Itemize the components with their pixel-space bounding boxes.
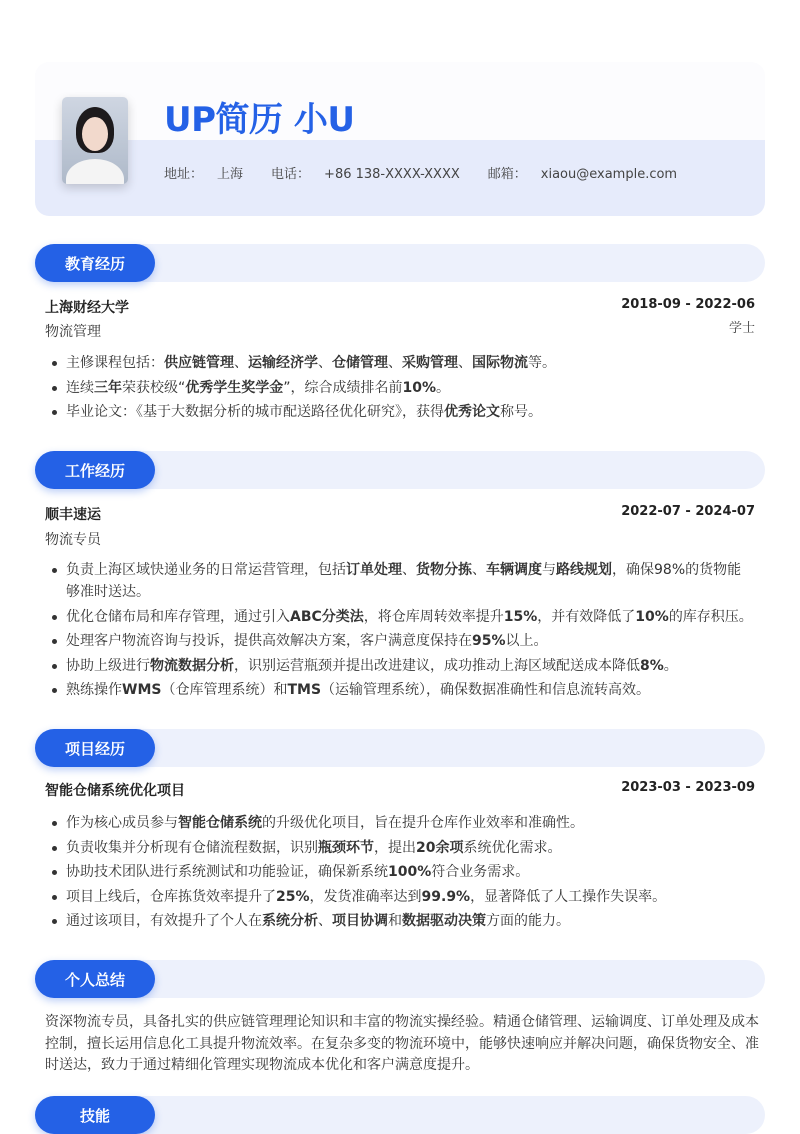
contact-label: 电话：	[271, 167, 311, 182]
school-name: 上海财经大学	[45, 300, 129, 316]
bold-text: 95%	[472, 633, 506, 649]
text: ，将仓库周转效率提升	[363, 608, 504, 625]
text: 和	[388, 913, 402, 929]
text: 、	[234, 355, 248, 371]
text: 的库存积压。	[668, 608, 753, 625]
bold-text: 25%	[276, 888, 310, 905]
text: 作为核心成员参与	[66, 815, 178, 831]
bold-text: 供应链管理	[164, 355, 234, 371]
contact-address	[164, 163, 243, 182]
contact-label: 邮箱：	[487, 167, 527, 182]
text: 连续	[66, 379, 94, 396]
bullet-item	[45, 812, 755, 834]
bold-text: 仓储管理	[332, 355, 388, 371]
bold-text: 10%	[635, 608, 669, 625]
bullet-item	[45, 559, 755, 603]
text: 负责收集并分析现有仓储流程数据，识别	[66, 839, 318, 856]
bullet-item	[45, 606, 755, 628]
bold-text: 优秀论文	[444, 404, 500, 420]
bold-text: 运输经济学	[248, 355, 318, 371]
bullet-item	[45, 377, 755, 399]
text: ，发货准确率达到	[309, 888, 422, 905]
contact-value: +86 138-XXXX-XXXX	[324, 167, 460, 182]
bold-text: 智能仓储系统	[178, 815, 262, 831]
section-header-project	[35, 729, 765, 767]
bullet-item	[45, 886, 755, 908]
education-entry	[45, 297, 755, 317]
text: ，显著降低了人工操作失误率。	[470, 888, 667, 905]
bold-text: 货物分拣	[416, 562, 472, 578]
work-entry	[45, 504, 755, 524]
bold-text: 15%	[503, 608, 538, 625]
profile-photo	[62, 97, 128, 184]
bold-text: 100%	[388, 864, 432, 880]
text: 协助技术团队进行系统测试和功能验证，确保新系统	[66, 864, 388, 880]
bold-text: 车辆调度	[486, 562, 542, 578]
education-dates: 2018-09 - 2022-06	[621, 297, 755, 312]
text: 、	[388, 355, 402, 371]
bullet-item	[45, 401, 755, 423]
text: 通过该项目，有效提升了个人在	[66, 913, 262, 929]
bold-text: 99.9%	[421, 888, 471, 905]
text: 、	[472, 562, 486, 578]
text: ，确保98%的货物能够准时送达。	[66, 562, 742, 600]
section-header-work	[35, 451, 765, 489]
text: 、	[318, 355, 332, 371]
section-header-education	[35, 244, 765, 282]
text: 称号。	[500, 404, 542, 420]
contact-value: 上海	[217, 167, 244, 182]
project-bullets	[45, 812, 755, 935]
bullet-item	[45, 655, 755, 677]
contact-label: 地址：	[164, 167, 204, 182]
bullet-item	[45, 910, 755, 932]
project-dates: 2023-03 - 2023-09	[621, 780, 755, 795]
work-dates: 2022-07 - 2024-07	[621, 504, 755, 519]
bullet-item	[45, 352, 755, 374]
section-title: 技能	[35, 1096, 155, 1134]
section-title: 个人总结	[35, 960, 155, 998]
bold-text: TMS	[287, 682, 322, 698]
bullet-item	[45, 837, 755, 859]
text: ，并有效降低了	[537, 608, 636, 625]
section-title: 项目经历	[35, 729, 155, 767]
section-header-summary	[35, 960, 765, 998]
summary-text: 资深物流专员，具备扎实的供应链管理理论知识和丰富的物流实操经验。精通仓储管理、运输调度、订单处理及成本控制，擅长运用信息化工具提升物流效率。在复杂多变的物流环境中，能够快速响应并解决问题，确保货物安全、准时送达，致力于通过精细化管理实现物流成本优化和客户满意度提升。	[45, 1014, 759, 1073]
degree: 学士	[728, 321, 755, 336]
section-title: 工作经历	[35, 451, 155, 489]
text: 的升级优化项目，旨在提升仓库作业效率和准确性。	[262, 815, 584, 831]
bullet-item	[45, 861, 755, 883]
text: 、	[402, 562, 416, 578]
contact-email	[488, 163, 677, 182]
text: 、	[458, 355, 472, 371]
project-name: 智能仓储系统优化项目	[45, 783, 185, 799]
text: 等。	[528, 355, 556, 371]
text: 。	[436, 379, 451, 396]
text: ，提出	[374, 839, 416, 856]
section-header-skills	[35, 1096, 765, 1134]
bold-text: 20余项	[416, 839, 464, 856]
bullet-item	[45, 679, 755, 701]
text: 主修课程包括：	[66, 355, 164, 371]
work-bullets	[45, 559, 755, 704]
bold-text: 系统分析	[262, 913, 318, 929]
text: 毕业论文：《基于大数据分析的城市配送路径优化研究》，获得	[66, 404, 444, 420]
company-name: 顺丰速运	[45, 507, 101, 523]
job-role: 物流专员	[45, 532, 101, 548]
bold-text: 采购管理	[402, 355, 458, 371]
text: ”，综合成绩排名前	[283, 379, 403, 396]
text: 优化仓储布局和库存管理，通过引入	[66, 608, 290, 625]
text: 负责上海区域快递业务的日常运营管理，包括	[66, 562, 346, 578]
text: 荣获校级“	[122, 379, 186, 396]
bold-text: 10%	[402, 379, 437, 396]
bold-text: 物流数据分析	[150, 657, 234, 674]
text: （仓库管理系统）和	[161, 682, 288, 698]
text: 、	[318, 913, 332, 929]
bold-text: 订单处理	[346, 562, 402, 578]
header-card	[35, 62, 765, 216]
text: 熟练操作	[66, 682, 122, 698]
text: 处理客户物流咨询与投诉，提供高效解决方案，客户满意度保持在	[66, 633, 472, 649]
text: 与	[542, 562, 556, 578]
text: 系统优化需求。	[463, 839, 562, 856]
text: 以上。	[505, 633, 548, 649]
project-entry	[45, 780, 755, 800]
major: 物流管理	[45, 324, 101, 340]
contact-phone	[271, 163, 460, 182]
contact-info	[164, 163, 677, 182]
candidate-name: UP简历 小U	[164, 100, 355, 140]
bold-text: 数据驱动决策	[402, 913, 486, 929]
education-bullets	[45, 352, 755, 426]
text: 。	[663, 657, 678, 674]
bold-text: 路线规划	[556, 562, 612, 578]
text: ，识别运营瓶颈并提出改进建议，成功推动上海区域配送成本降低	[234, 657, 640, 674]
text: 方面的能力。	[486, 913, 570, 929]
section-title: 教育经历	[35, 244, 155, 282]
text: 协助上级进行	[66, 657, 150, 674]
bold-text: 三年	[94, 379, 122, 396]
bold-text: 8%	[640, 657, 664, 674]
bold-text: WMS	[122, 682, 162, 698]
text: 项目上线后，仓库拣货效率提升了	[66, 888, 276, 905]
text: （运输管理系统），确保数据准确性和信息流转高效。	[321, 682, 651, 698]
bold-text: ABC分类法	[290, 608, 364, 625]
bold-text: 国际物流	[472, 355, 528, 371]
bold-text: 项目协调	[332, 913, 388, 929]
bold-text: 瓶颈环节	[318, 839, 374, 856]
contact-value[interactable]: xiaou@example.com	[540, 167, 678, 182]
bold-text: 优秀学生奖学金	[185, 379, 284, 396]
bullet-item	[45, 630, 755, 652]
text: 符合业务需求。	[431, 864, 530, 880]
